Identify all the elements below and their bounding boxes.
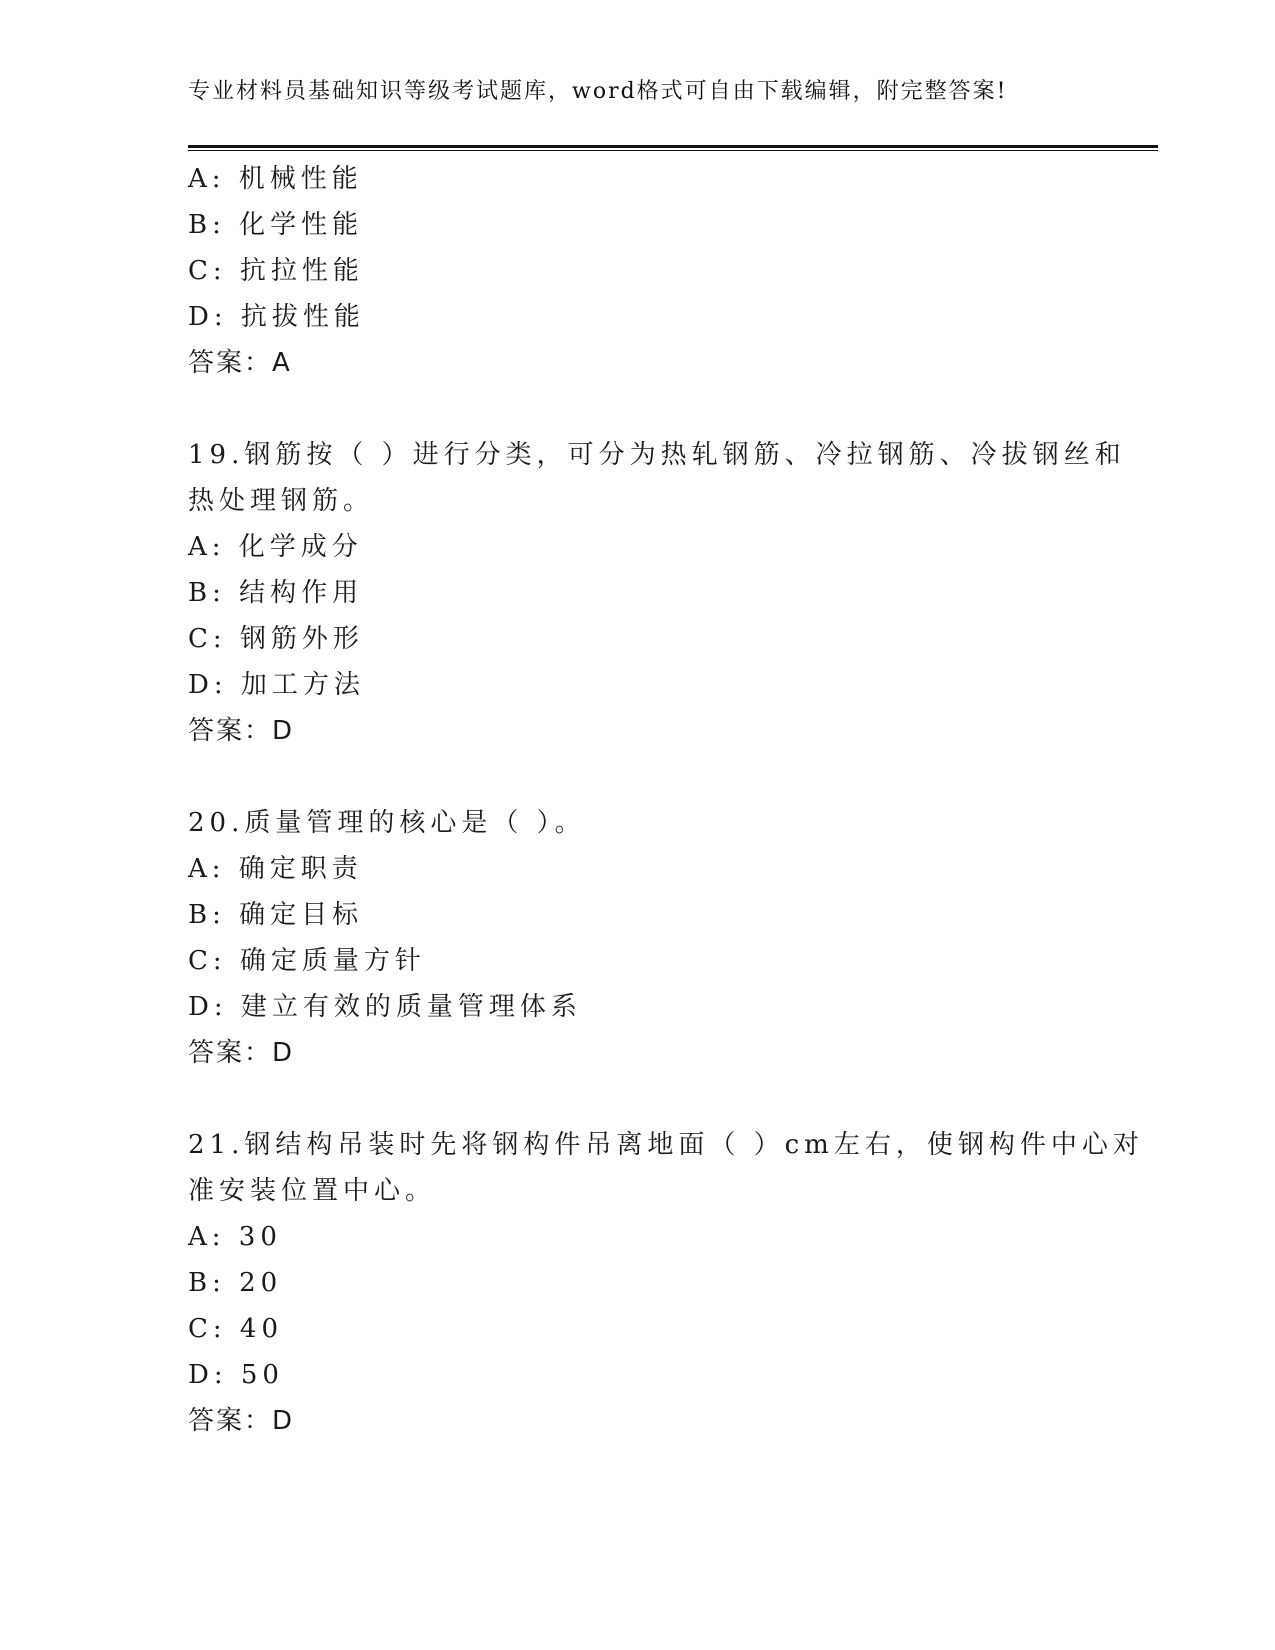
option-d: D: 抗拔性能 (188, 302, 365, 332)
question-list (188, 156, 1144, 1444)
option-c: C: 抗拉性能 (188, 256, 364, 286)
option-b: B: 化学性能 (188, 210, 364, 240)
option-b: B: 确定目标 (188, 900, 364, 930)
option-a: A: 30 (188, 1222, 282, 1252)
answer: 答案：D (188, 716, 295, 746)
question-stem: 19.钢筋按（ ）进行分类，可分为热轧钢筋、冷拉钢筋、冷拔钢丝和 (188, 440, 1126, 470)
question-18-continued (188, 156, 1088, 386)
question-stem-continued: 准安装位置中心。 (188, 1176, 437, 1206)
question-20 (188, 800, 1088, 1076)
option-c: C: 确定质量方针 (188, 946, 426, 976)
question-19 (188, 432, 1126, 754)
option-a: A: 机械性能 (188, 164, 363, 194)
option-b: B: 结构作用 (188, 578, 364, 608)
answer: 答案：A (188, 348, 292, 378)
option-d: D: 50 (188, 1360, 284, 1390)
header-rule-thick (188, 145, 1158, 148)
question-stem-continued: 热处理钢筋。 (188, 486, 375, 516)
option-d: D: 建立有效的质量管理体系 (188, 992, 582, 1022)
option-d: D: 加工方法 (188, 670, 365, 700)
page-header: 专业材料员基础知识等级考试题库，word格式可自由下载编辑，附完整答案! (188, 79, 1008, 104)
question-stem: 20.质量管理的核心是（ ）。 (188, 808, 586, 838)
answer: 答案：D (188, 1038, 295, 1068)
option-b: B: 20 (188, 1268, 283, 1298)
option-a: A: 确定职责 (188, 854, 363, 884)
question-21 (188, 1122, 1144, 1444)
option-c: C: 40 (188, 1314, 284, 1344)
option-c: C: 钢筋外形 (188, 624, 364, 654)
question-stem: 21.钢结构吊装时先将钢构件吊离地面（ ）cm左右，使钢构件中心对 (188, 1130, 1144, 1160)
answer: 答案：D (188, 1406, 295, 1436)
header-rule-thin (188, 150, 1158, 151)
option-a: A: 化学成分 (188, 532, 363, 562)
